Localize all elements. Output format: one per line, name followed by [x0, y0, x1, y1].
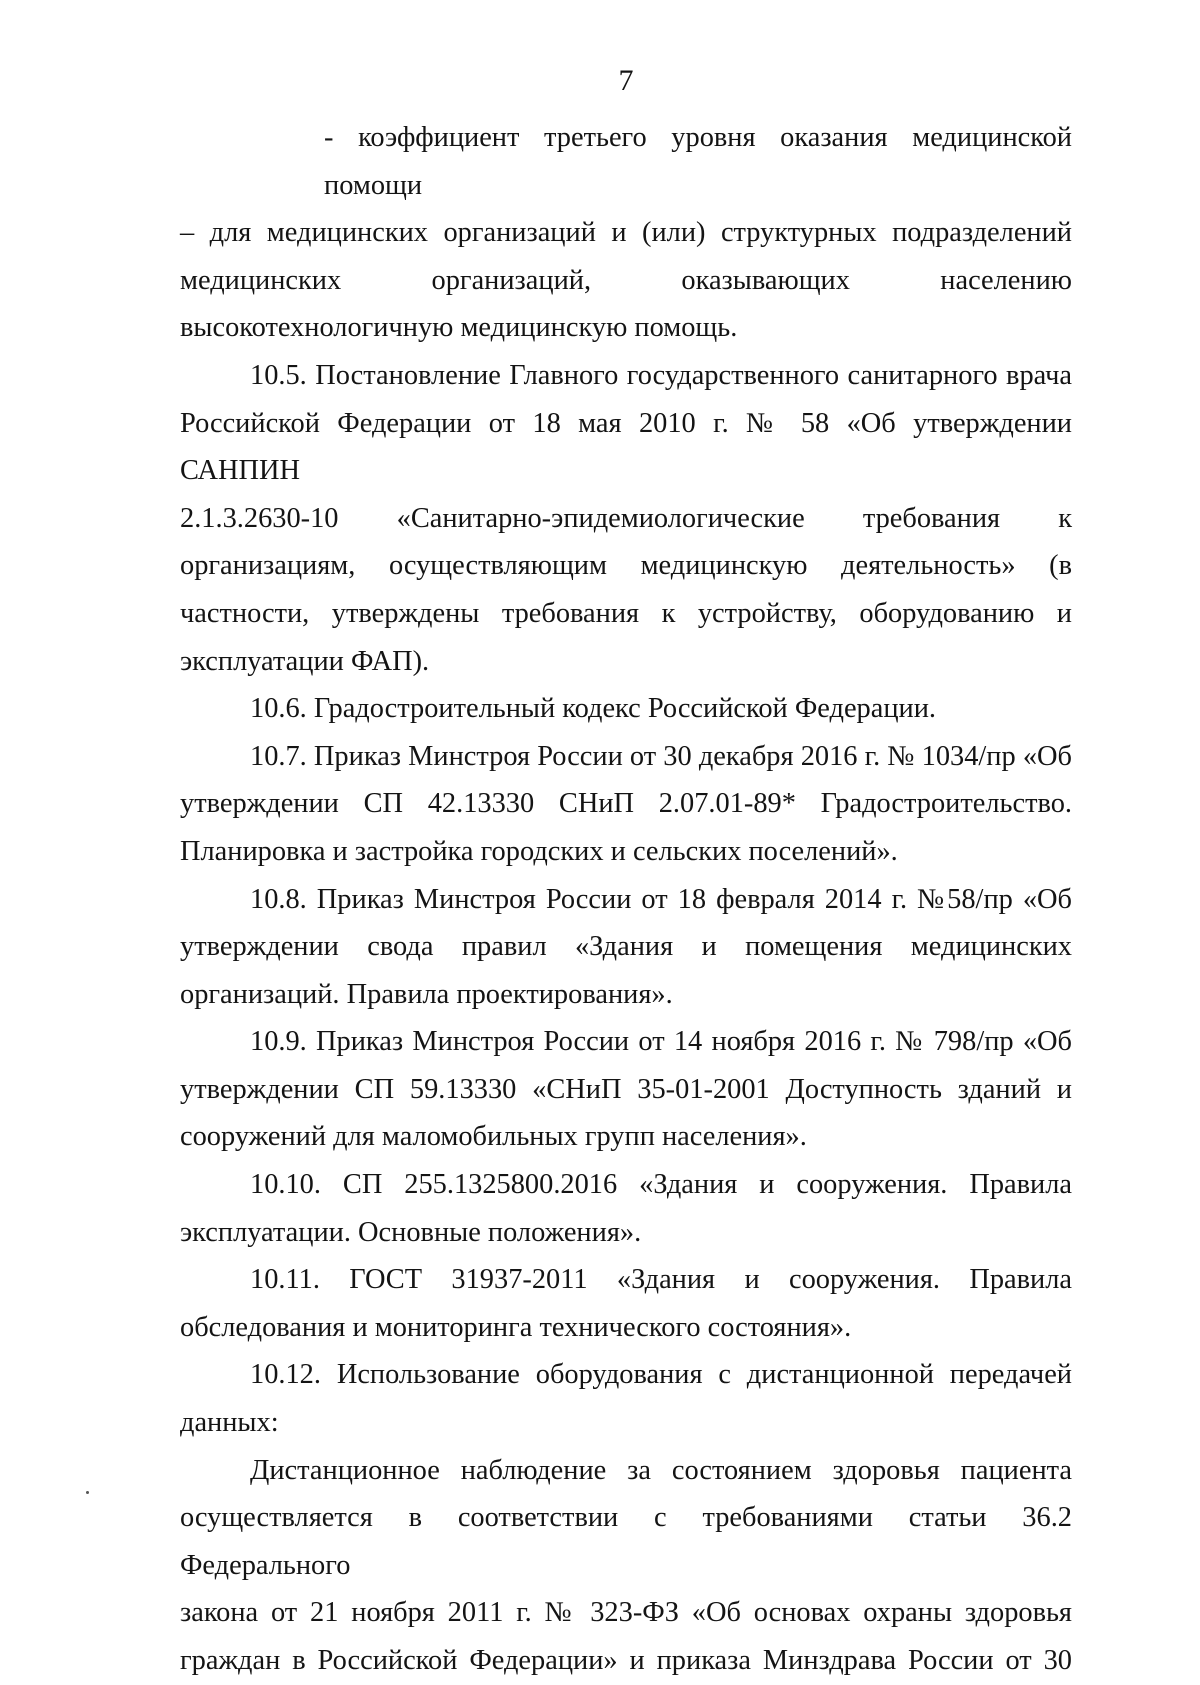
text-line: 10.10. СП 255.1325800.2016 «Здания и сооружения. Правила [250, 1169, 1072, 1201]
text-line: граждан в Российской Федерации» и приказа Минздрава России от 30 [180, 1645, 1072, 1676]
page-number: 7 [618, 64, 634, 97]
scan-artifact-dot [86, 1491, 89, 1494]
text-line: эксплуатации ФАП). [180, 645, 430, 677]
paragraph-10-5 [180, 352, 1072, 685]
text-line: частности, утверждены требования к устройству, оборудованию и [180, 597, 1072, 629]
text-line: утверждении СП 59.13330 «СНиП 35-01-2001 Доступность зданий и [180, 1073, 1072, 1105]
text-line: 10.11. ГОСТ 31937-2011 «Здания и сооружения. Правила [250, 1264, 1072, 1296]
text-line: Российской Федерации от 18 мая 2010 г. № 58 «Об утверждении САНПИН [180, 407, 1072, 487]
paragraph-10-6 [180, 685, 1072, 733]
paragraph-10-11 [180, 1256, 1072, 1351]
text-line: 10.12. Использование оборудования с дистанционной передачей [250, 1359, 1072, 1391]
text-line: данных: [180, 1407, 279, 1439]
paragraph-10-7 [180, 733, 1072, 876]
text-line: 10.5. Постановление Главного государственного санитарного врача [250, 359, 1072, 391]
text-line: - коэффициент третьего уровня оказания медицинской помощи [324, 122, 1072, 201]
document-body [180, 114, 1072, 1685]
text-line: закона от 21 ноября 2011 г. № 323-ФЗ «Об основах охраны здоровья [180, 1597, 1072, 1629]
text-line: утверждении СП 42.13330 СНиП 2.07.01-89* Градостроительство. [180, 788, 1072, 820]
text-line: утверждении свода правил «Здания и помещения медицинских [180, 931, 1072, 963]
text-line: организаций. Правила проектирования». [180, 978, 673, 1010]
text-line: обследования и мониторинга технического состояния». [180, 1311, 852, 1343]
text-line: 2.1.3.2630-10 «Санитарно-эпидемиологические требования к [180, 502, 1072, 534]
text-line: медицинских организаций, оказывающих населению [180, 264, 1072, 296]
paragraph-10-8 [180, 876, 1072, 1019]
text-line: 10.8. Приказ Минстроя России от 18 февраля 2014 г. №58/пр «Об [250, 883, 1072, 915]
text-line: сооружений для маломобильных групп населения». [180, 1121, 807, 1153]
text-line: организациям, осуществляющим медицинскую деятельность» (в [180, 550, 1072, 582]
text-line: 10.6. Градостроительный кодекс Российской Федерации. [250, 693, 937, 725]
paragraph-10-10 [180, 1161, 1072, 1256]
paragraph-10-12 [180, 1351, 1072, 1446]
text-line: Дистанционное наблюдение за состоянием здоровья пациента [250, 1454, 1072, 1486]
text-line: осуществляется в соответствии с требованиями статьи 36.2 Федерального [180, 1502, 1072, 1581]
text-line: высокотехнологичную медицинскую помощь. [180, 312, 738, 344]
text-line: Планировка и застройка городских и сельских поселений». [180, 835, 898, 867]
text-line: – для медицинских организаций и (или) структурных подразделений [180, 217, 1072, 249]
paragraph-coefficient [180, 114, 1072, 352]
text-line: 10.9. Приказ Минстроя России от 14 ноября 2016 г. № 798/пр «Об [250, 1026, 1072, 1058]
text-line: 10.7. Приказ Минстроя России от 30 декабря 2016 г. № 1034/пр «Об [250, 740, 1072, 772]
paragraph-remote-monitoring [180, 1447, 1072, 1685]
text-line: эксплуатации. Основные положения». [180, 1216, 642, 1248]
paragraph-10-9 [180, 1018, 1072, 1161]
